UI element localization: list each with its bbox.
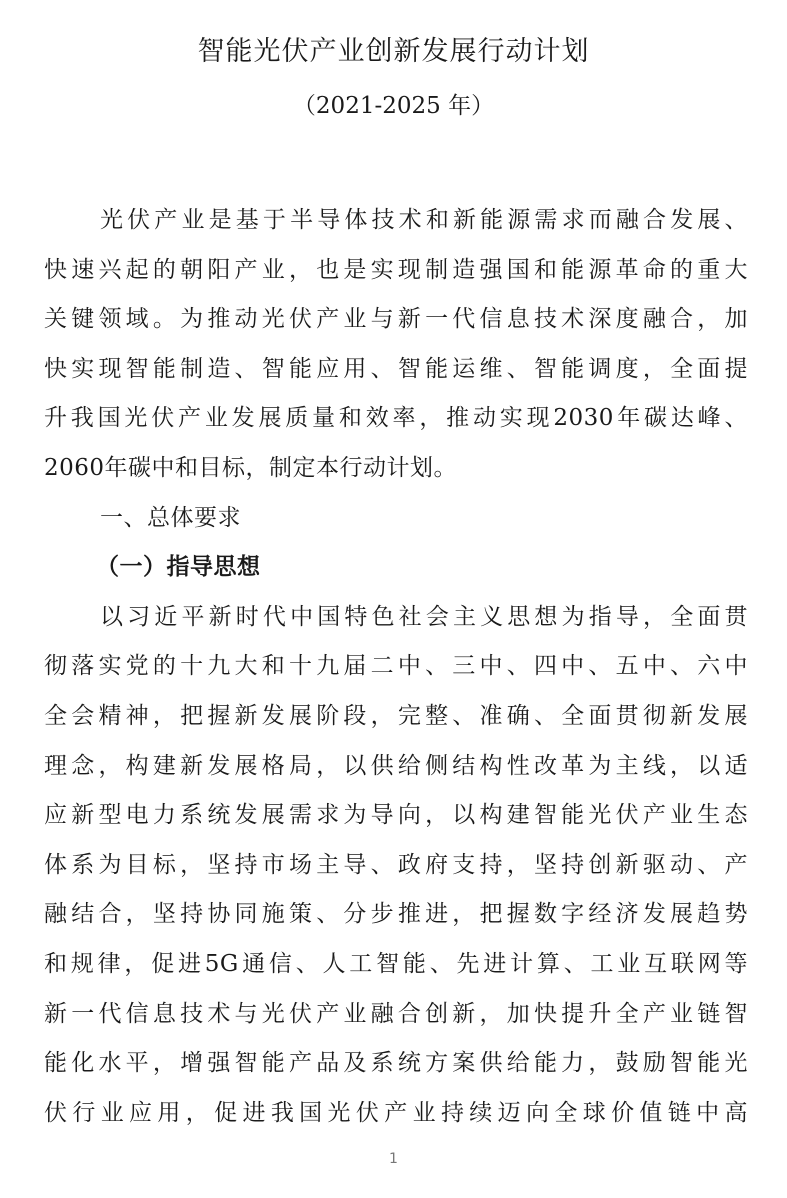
- paragraph-line: 以习近平新时代中国特色社会主义思想为指导，全面贯: [100, 603, 748, 630]
- paragraph-line: 新一代信息技术与光伏产业融合创新，加快提升全产业链智: [44, 1000, 748, 1027]
- paragraph-line: 2060年碳中和目标，制定本行动计划。: [44, 454, 458, 481]
- paragraph-line: 融结合，坚持协同施策、分步推进，把握数字经济发展趋势: [44, 901, 748, 928]
- document-title: 智能光伏产业创新发展行动计划: [197, 36, 590, 67]
- paragraph-line: 能化水平，增强智能产品及系统方案供给能力，鼓励智能光: [44, 1050, 748, 1077]
- document-body: [44, 196, 748, 1138]
- paragraph-line: 体系为目标，坚持市场主导、政府支持，坚持创新驱动、产: [44, 851, 748, 878]
- paragraph-line: 光伏产业是基于半导体技术和新能源需求而融合发展、: [100, 207, 748, 233]
- page-number: 1: [389, 1151, 398, 1167]
- subsection-heading: （一）指导思想: [96, 554, 261, 581]
- paragraph-line: 伏行业应用，促进我国光伏产业持续迈向全球价值链中高: [44, 1099, 748, 1126]
- paragraph-line: 升我国光伏产业发展质量和效率，推动实现2030年碳达峰、: [44, 405, 748, 432]
- section-heading: 一、总体要求: [100, 504, 241, 531]
- paragraph-line: 彻落实党的十九大和十九届二中、三中、四中、五中、六中: [44, 653, 748, 680]
- paragraph-line: 应新型电力系统发展需求为导向，以构建智能光伏产业生态: [44, 802, 748, 829]
- paragraph-line: 快实现智能制造、智能应用、智能运维、智能调度，全面提: [44, 355, 748, 382]
- paragraph-line: 关键领域。为推动光伏产业与新一代信息技术深度融合，加: [44, 306, 748, 333]
- paragraph-line: 全会精神，把握新发展阶段，完整、准确、全面贯彻新发展: [44, 702, 748, 729]
- paragraph-line: 理念，构建新发展格局，以供给侧结构性改革为主线，以适: [44, 752, 748, 779]
- paragraph-line: 和规律，促进5G通信、人工智能、先进计算、工业互联网等: [44, 950, 748, 977]
- document-subtitle: （2021-2025 年）: [292, 93, 495, 119]
- paragraph-line: 快速兴起的朝阳产业，也是实现制造强国和能源革命的重大: [44, 256, 748, 283]
